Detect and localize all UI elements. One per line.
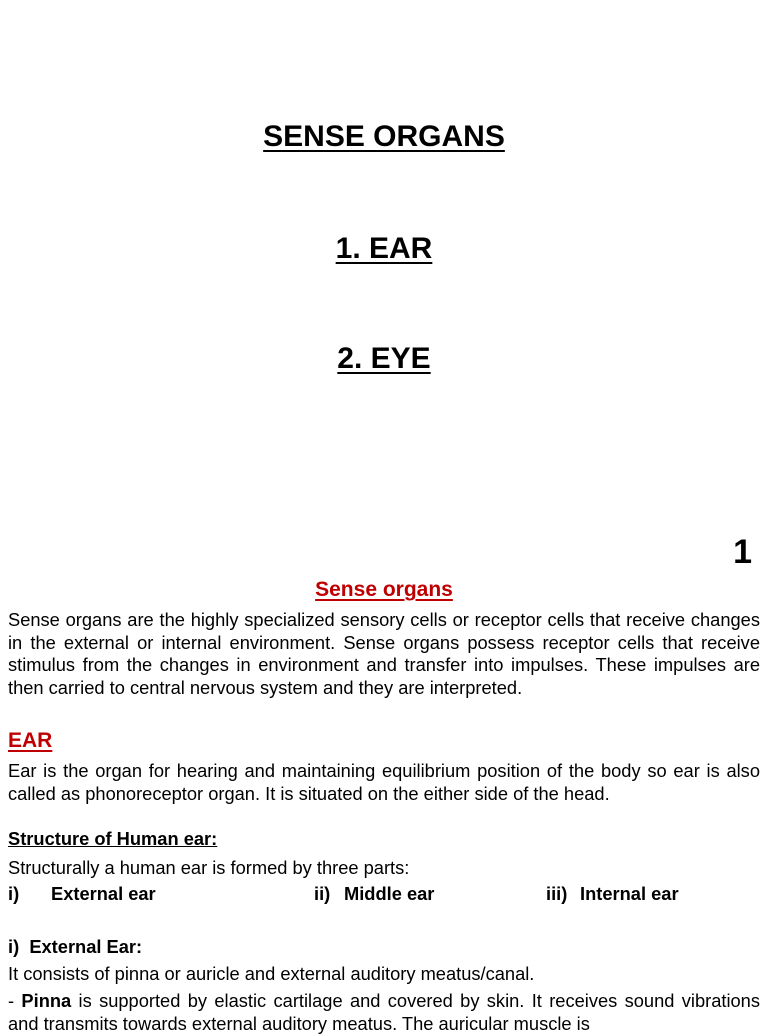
pinna-text: is supported by elastic cartilage and covered by skin. It receives sound vibrations and transmits towards external auditory meatus. The auricular muscle is — [8, 990, 760, 1034]
structure-text: Structurally a human ear is formed by three parts: — [8, 857, 410, 878]
part-1-label: External ear — [51, 883, 156, 904]
pinna-paragraph — [8, 990, 760, 1035]
external-ear-text: It consists of pinna or auricle and external auditory meatus/canal. — [8, 963, 535, 984]
part-3-num: iii) — [546, 883, 568, 904]
cover-item-eye: 2. EYE — [337, 342, 431, 375]
part-1-num: i) — [8, 883, 20, 904]
section-title: Sense organs — [315, 578, 453, 601]
ear-paragraph: Ear is the organ for hearing and maintaining equilibrium position of the body so ear is also called as phonoreceptor organ. It is situated on the either side of the head. — [8, 760, 760, 804]
part-2-num: ii) — [314, 883, 331, 904]
pinna-term: Pinna — [21, 990, 72, 1011]
pinna-prefix: - — [8, 990, 22, 1011]
part-3-label: Internal ear — [580, 883, 679, 904]
cover-title: SENSE ORGANS — [263, 120, 505, 153]
page-number: 1 — [733, 533, 752, 571]
part-2-label: Middle ear — [344, 883, 435, 904]
ear-heading: EAR — [8, 729, 53, 752]
external-ear-heading: i) External Ear: — [8, 936, 143, 957]
intro-paragraph: Sense organs are the highly specialized sensory cells or receptor cells that receive changes in the external or internal environment. Sense organs possess receptor cells that receive stimulus from the changes in environment and transfer into impulses. These impulses are then carried to central nervous system and they are interpreted. — [8, 609, 760, 698]
cover-item-ear: 1. EAR — [335, 232, 433, 265]
structure-heading: Structure of Human ear: — [8, 828, 218, 849]
